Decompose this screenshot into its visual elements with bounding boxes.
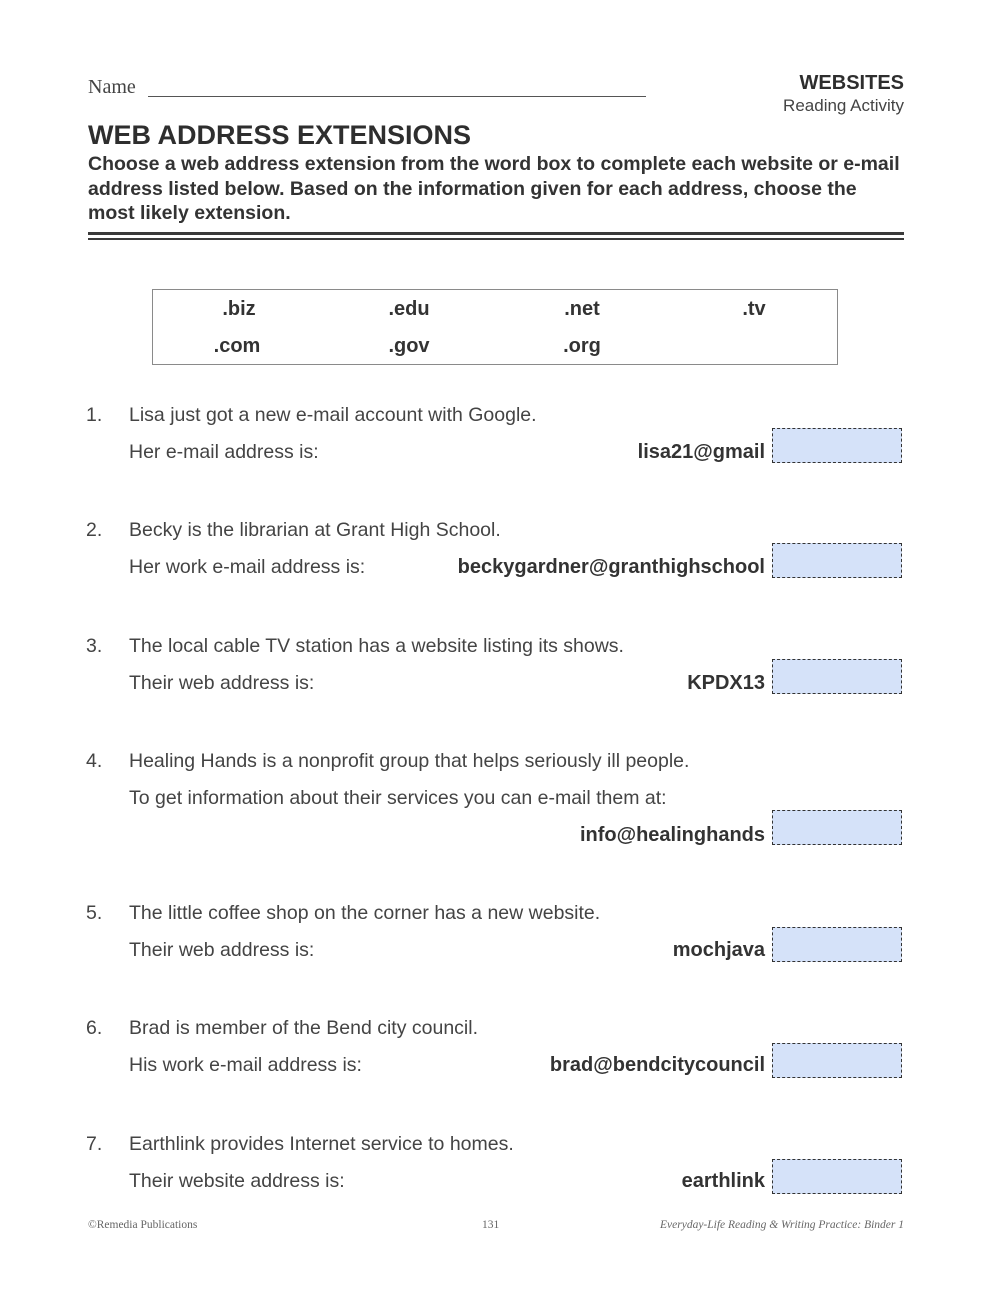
word-box	[152, 289, 838, 365]
word-box-option: .edu	[388, 298, 430, 320]
word-box-option: .org	[563, 335, 601, 357]
answer-box[interactable]	[772, 927, 902, 962]
answer-box[interactable]	[772, 659, 902, 694]
question-number: 4.	[86, 750, 103, 772]
question-prompt: The little coffee shop on the corner has a new website.	[129, 902, 601, 924]
address-stem: lisa21@gmail	[637, 441, 765, 463]
word-box-option: .net	[564, 298, 600, 320]
answer-box[interactable]	[772, 1159, 902, 1194]
question-prompt: Lisa just got a new e-mail account with Google.	[129, 404, 537, 426]
word-box-option: .tv	[742, 298, 766, 320]
divider-thick	[88, 232, 904, 235]
question-prompt-line2: Their web address is:	[129, 672, 315, 694]
footer-copyright: ©Remedia Publications	[88, 1219, 198, 1231]
divider-thin	[88, 238, 904, 240]
question-prompt: Brad is member of the Bend city council.	[129, 1017, 478, 1039]
address-stem: mochjava	[672, 939, 765, 961]
answer-box[interactable]	[772, 1043, 902, 1078]
question-prompt-line2: Her e-mail address is:	[129, 441, 319, 463]
address-stem: KPDX13	[687, 672, 765, 694]
question-prompt: Earthlink provides Internet service to homes.	[129, 1133, 514, 1155]
question-number: 5.	[86, 902, 103, 924]
page-title: WEB ADDRESS EXTENSIONS	[88, 120, 472, 150]
question-number: 6.	[86, 1017, 103, 1039]
address-stem: info@healinghands	[579, 824, 765, 846]
question-prompt-line2: Her work e-mail address is:	[129, 556, 366, 578]
subject-heading: WEBSITES	[799, 72, 904, 94]
word-box-option: .gov	[388, 335, 430, 357]
instructions: Choose a web address extension from the word box to complete each website or e-mail address listed below. Based on the information given for each address, choose the most likely extension.	[88, 153, 900, 224]
question-prompt: Healing Hands is a nonprofit group that helps seriously ill people.	[129, 750, 690, 772]
question-number: 3.	[86, 635, 103, 657]
word-box-option: .biz	[222, 298, 256, 320]
footer-page-number: 131	[482, 1219, 500, 1231]
answer-box[interactable]	[772, 428, 902, 463]
question-prompt: Becky is the librarian at Grant High School.	[129, 519, 501, 541]
word-box-option: .com	[213, 335, 261, 357]
activity-type: Reading Activity	[783, 96, 904, 115]
address-stem: earthlink	[681, 1170, 765, 1192]
question-number: 1.	[86, 404, 103, 426]
name-label: Name	[88, 76, 136, 98]
address-stem: beckygardner@granthighschool	[457, 556, 765, 578]
question-number: 7.	[86, 1133, 103, 1155]
answer-box[interactable]	[772, 543, 902, 578]
answer-box[interactable]	[772, 810, 902, 845]
question-number: 2.	[86, 519, 103, 541]
question-prompt-line2: Their web address is:	[129, 939, 315, 961]
footer-source: Everyday-Life Reading & Writing Practice: Binder 1	[660, 1219, 904, 1231]
question-prompt-line2: To get information about their services you can e-mail them at:	[129, 787, 667, 809]
question-prompt-line2: His work e-mail address is:	[129, 1054, 362, 1076]
question-prompt-line2: Their website address is:	[129, 1170, 345, 1192]
name-field-line[interactable]	[148, 96, 646, 97]
address-stem: brad@bendcitycouncil	[549, 1054, 765, 1076]
question-prompt: The local cable TV station has a website listing its shows.	[129, 635, 624, 657]
